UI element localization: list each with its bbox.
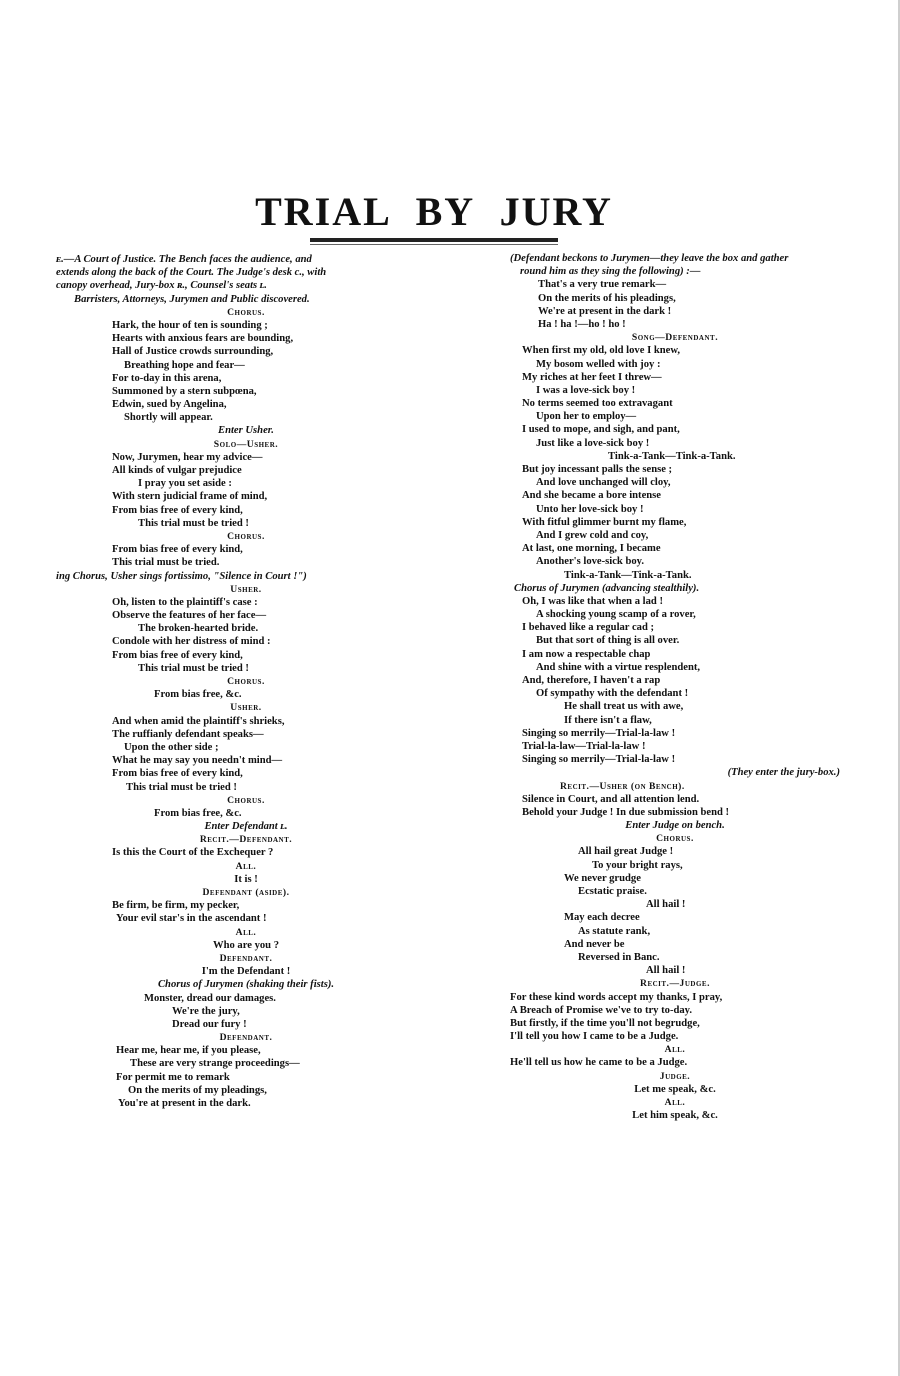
left-column — [56, 253, 436, 1110]
text-line: Defendant (aside). — [202, 887, 290, 898]
text-line: Ha ! ha !—ho ! ho ! — [538, 318, 626, 330]
text-line: Is this the Court of the Exchequer ? — [112, 847, 274, 859]
text-line: At last, one morning, I became — [522, 543, 661, 555]
text-line: I was a love-sick boy ! — [536, 384, 636, 396]
text-line: Edwin, sued by Angelina, — [112, 399, 227, 411]
text-line: Of sympathy with the defendant ! — [536, 688, 689, 700]
text-line: Tink-a-Tank—Tink-a-Tank. — [564, 569, 692, 581]
text-line: Barristers, Attorneys, Jurymen and Public discovered. — [74, 293, 310, 305]
text-line: All. — [664, 1044, 686, 1056]
text-line: This trial must be tried. — [112, 557, 220, 569]
text-line: Chorus. — [227, 676, 265, 687]
text-line: For permit me to remark — [116, 1071, 230, 1083]
text-line: Trial-la-law—Trial-la-law ! — [522, 740, 646, 752]
text-line: All. — [664, 1097, 686, 1108]
text-line: With stern judicial frame of mind, — [112, 491, 268, 503]
text-line: I am now a respectable chap — [522, 648, 651, 660]
text-line: Condole with her distress of mind : — [112, 636, 271, 648]
text-line: Hearts with anxious fears are bounding, — [112, 333, 294, 345]
text-line: The broken-hearted bride. — [138, 623, 259, 635]
text-line: Singing so merrily—Trial-la-law ! — [522, 754, 676, 766]
text-line: Now, Jurymen, hear my advice— — [112, 451, 263, 463]
text-line: From bias free, &c. — [154, 689, 242, 701]
text-line: Hall of Justice crowds surrounding, — [112, 346, 274, 358]
text-line: My riches at her feet I threw— — [522, 371, 662, 383]
text-line: This trial must be tried ! — [138, 662, 249, 674]
text-line: And she became a bore intense — [522, 490, 661, 502]
text-line: Recit.—Defendant. — [199, 834, 293, 846]
text-line: What he may say you needn't mind— — [112, 755, 283, 767]
text-line: (They enter the jury-box.) — [727, 767, 840, 779]
text-line: Hark, the hour of ten is sounding ; — [112, 319, 268, 331]
text-line: Chorus. — [227, 530, 265, 542]
text-line: Singing so merrily—Trial-la-law ! — [522, 727, 676, 739]
text-line: From bias free of every kind, — [112, 504, 243, 516]
text-line: Monster, dread our damages. — [144, 992, 276, 1004]
text-line: But firstly, if the time you'll not begrudge, — [510, 1017, 700, 1029]
text-line: Let me speak, &c. — [634, 1083, 716, 1095]
text-line: All. — [235, 926, 257, 938]
text-line: Let him speak, &c. — [632, 1110, 718, 1122]
text-line: canopy overhead, Jury-box ʀ., Counsel's seats ʟ. — [56, 280, 267, 292]
text-line: These are very strange proceedings— — [130, 1058, 300, 1070]
text-line: Enter Usher. — [218, 425, 274, 437]
text-line: For these kind words accept my thanks, I pray, — [510, 991, 723, 1003]
text-line: Dread our fury ! — [172, 1018, 247, 1030]
text-line: I'll tell you how I came to be a Judge. — [510, 1031, 679, 1043]
text-line: All kinds of vulgar prejudice — [112, 465, 242, 476]
text-line: Just like a love-sick boy ! — [536, 437, 650, 449]
text-line: He shall treat us with awe, — [564, 701, 684, 713]
text-line: Solo—Usher. — [213, 438, 279, 450]
text-line: Chorus. — [227, 306, 265, 318]
text-line: With fitful glimmer burnt my flame, — [522, 516, 687, 528]
text-line: I behaved like a regular cad ; — [522, 622, 655, 634]
text-line: Hear me, hear me, if you please, — [116, 1045, 261, 1057]
text-line: Song—Defendant. — [631, 332, 719, 344]
text-line: Tink-a-Tank—Tink-a-Tank. — [608, 450, 736, 462]
text-line: Observe the features of her face— — [112, 610, 267, 622]
text-line: A Breach of Promise we've to try to-day. — [510, 1004, 693, 1016]
text-line: And never be — [564, 938, 625, 950]
text-line: We're the jury, — [172, 1005, 240, 1017]
text-line: The ruffianly defendant speaks— — [112, 728, 264, 740]
text-line: Unto her love-sick boy ! — [536, 503, 644, 515]
text-line: All hail ! — [646, 899, 686, 911]
right-column — [510, 252, 840, 1122]
text-line: Another's love-sick boy. — [536, 556, 645, 568]
text-line: We never grudge — [564, 872, 641, 884]
text-line: Breathing hope and fear— — [124, 359, 245, 371]
text-line: On the merits of his pleadings, — [538, 292, 676, 304]
text-line: And shine with a virtue resplendent, — [536, 661, 701, 673]
text-line: I pray you set aside : — [138, 478, 232, 490]
text-line: Chorus. — [227, 794, 265, 806]
text-line: Oh, listen to the plaintiff's case : — [112, 596, 258, 608]
text-line: ing Chorus, Usher sings fortissimo, "Silence in Court !") — [56, 570, 307, 582]
text-line: Judge. — [659, 1070, 691, 1082]
text-line: Usher. — [230, 702, 262, 714]
text-line: You're at present in the dark. — [118, 1098, 251, 1109]
page-title: TRIAL BY JURY — [255, 189, 613, 234]
text-line: Defendant. — [219, 952, 273, 964]
text-line: Silence in Court, and all attention lend. — [522, 793, 700, 805]
title-rule — [310, 238, 558, 242]
text-line: And love unchanged will cloy, — [536, 477, 671, 489]
text-line: round him as they sing the following) :— — [520, 266, 701, 278]
text-line: And I grew cold and coy, — [536, 529, 649, 541]
text-line: Be firm, be firm, my pecker, — [112, 900, 240, 912]
text-line: A shocking young scamp of a rover, — [536, 609, 696, 621]
text-line: If there isn't a flaw, — [564, 714, 652, 726]
text-line: Chorus of Jurymen (shaking their fists). — [157, 979, 334, 991]
text-line: I used to mope, and sigh, and pant, — [522, 424, 680, 436]
text-line: To your bright rays, — [592, 859, 683, 871]
text-line: Usher. — [230, 583, 262, 595]
text-line: (Defendant beckons to Jurymen—they leave the box and gather — [510, 253, 789, 264]
text-line: And when amid the plaintiff's shrieks, — [112, 715, 285, 727]
text-line: But that sort of thing is all over. — [536, 635, 680, 647]
text-line: Reversed in Banc. — [578, 951, 660, 963]
text-line: We're at present in the dark ! — [538, 305, 672, 317]
text-line: On the merits of my pleadings, — [128, 1084, 267, 1096]
text-line: Your evil star's in the ascendant ! — [116, 913, 267, 925]
text-line: As statute rank, — [578, 925, 651, 937]
text-line: ᴇ.—A Court of Justice. The Bench faces the audience, and — [56, 254, 312, 265]
text-line: From bias free of every kind, — [112, 768, 243, 780]
text-line: Shortly will appear. — [124, 412, 213, 424]
text-line: No terms seemed too extravagant — [522, 398, 673, 410]
text-line: extends along the back of the Court. The Judge's desk c., with — [56, 267, 327, 279]
text-line: This trial must be tried ! — [126, 781, 237, 793]
text-line: Enter Judge on bench. — [625, 820, 725, 832]
text-line: Oh, I was like that when a lad ! — [522, 595, 663, 607]
text-line: And, therefore, I haven't a rap — [522, 675, 661, 686]
text-line: Behold your Judge ! In due submission bend ! — [522, 806, 730, 818]
text-line: All hail great Judge ! — [578, 846, 674, 858]
text-line: Defendant. — [219, 1032, 273, 1044]
text-line: For to-day in this arena, — [112, 372, 222, 384]
text-line: Recit.—Judge. — [640, 978, 710, 990]
text-line: From bias free, &c. — [154, 807, 242, 819]
text-line: Chorus of Jurymen (advancing stealthily). — [514, 582, 700, 594]
text-line: That's a very true remark— — [538, 279, 667, 291]
text-line: He'll tell us how he came to be a Judge. — [510, 1057, 688, 1069]
text-line: Ecstatic praise. — [578, 886, 647, 897]
text-line: When first my old, old love I knew, — [522, 345, 681, 357]
title-rule-thin — [310, 244, 558, 245]
text-line: Who are you ? — [212, 939, 280, 951]
text-line: I'm the Defendant ! — [201, 966, 291, 978]
text-line: Upon her to employ— — [536, 411, 637, 423]
text-line: Summoned by a stern subpœna, — [112, 385, 257, 397]
text-line: All. — [235, 860, 257, 872]
text-line: It is ! — [234, 873, 258, 885]
text-line: This trial must be tried ! — [138, 517, 249, 529]
text-line: All hail ! — [646, 965, 686, 977]
text-line: But joy incessant palls the sense ; — [522, 464, 673, 475]
text-line: Recit.—Usher (on Bench). — [560, 780, 685, 792]
text-line: Chorus. — [656, 833, 694, 845]
text-line: Enter Defendant ʟ. — [204, 821, 288, 833]
text-line: From bias free of every kind, — [112, 544, 243, 556]
text-line: My bosom welled with joy : — [536, 358, 661, 370]
text-line: From bias free of every kind, — [112, 649, 243, 661]
text-line: Upon the other side ; — [124, 741, 219, 753]
text-line: May each decree — [564, 912, 640, 924]
